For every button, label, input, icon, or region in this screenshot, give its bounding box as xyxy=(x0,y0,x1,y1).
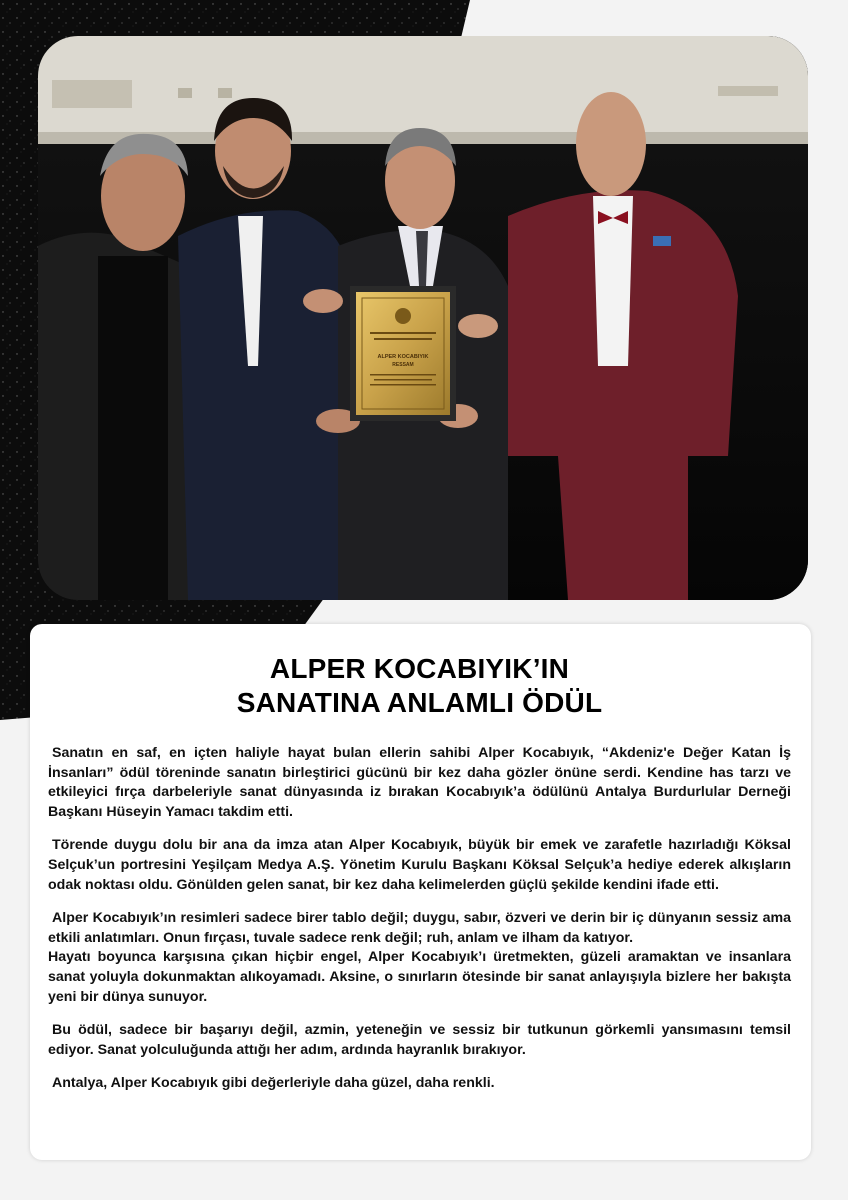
article-body xyxy=(48,744,791,1094)
award-photo xyxy=(38,36,808,600)
paragraph-3: Alper Kocabıyık’ın resimleri sadece birer tablo değil; duygu, sabır, özveri ve derin bir iç dünyanın sessiz ama etkili anlatımları. Onun fırçası, tuvale sadece renk değil; ruh, anlam ve ilham da katıyor. xyxy=(48,910,791,946)
plaque-name: ALPER KOCABIYIK xyxy=(377,354,429,360)
headline-line-1: ALPER KOCABIYIK’IN xyxy=(269,653,570,684)
article-card xyxy=(30,624,811,1160)
paragraph-1: Sanatın en saf, en içten haliyle hayat bulan ellerin sahibi Alper Kocabıyık, “Akdeniz'e Değer Katan İş İnsanları” ödül töreninde sanatın birleştirici gücünü bir kez daha gözler önüne serdi. Kendine has tarzı ve etkileyici fırça darbeleriyle sanat dünyasında iz bırakan Kocabıyık’a ödülünü Antalya Burdurlular Derneği Başkanı Hüseyin Yamacı takdim etti. xyxy=(48,745,791,820)
article-headline xyxy=(48,652,791,720)
paragraph-4: Hayatı boyunca karşısına çıkan hiçbir engel, Alper Kocabıyık’ı üretmekten, güzeli aramaktan ve insanlara sanat yoluyla dokunmaktan alıkoyamadı. Aksine, o sınırların ötesinde bir sanat anlayışıyla bizlere her bakışta yeni bir dünya sunuyor. xyxy=(48,949,791,1005)
paragraph-2: Törende duygu dolu bir ana da imza atan Alper Kocabıyık, büyük bir emek ve zarafetle hazırladığı Köksal Selçuk’un portresini Yeşilçam Medya A.Ş. Yönetim Kurulu Başkanı Köksal Selçuk’a hediye ederek alkışların odak noktası oldu. Gönülden gelen sanat, bir kez daha kelimelerden güçlü şekilde kendini ifade etti. xyxy=(48,837,791,893)
paragraph-5: Bu ödül, sadece bir başarıyı değil, azmin, yeteneğin ve sessiz bir tutkunun görkemli yansımasını temsil ediyor. Sanat yolculuğunda attığı her adım, ardında hayranlık bırakıyor. xyxy=(48,1022,791,1058)
plaque-title: RESSAM xyxy=(392,362,414,368)
headline-line-2: SANATINA ANLAMLI ÖDÜL xyxy=(236,687,603,718)
award-plaque xyxy=(350,286,456,421)
paragraph-6: Antalya, Alper Kocabıyık gibi değerleriyle daha güzel, daha renkli. xyxy=(52,1075,495,1092)
award-ceremony-photo xyxy=(38,36,808,600)
